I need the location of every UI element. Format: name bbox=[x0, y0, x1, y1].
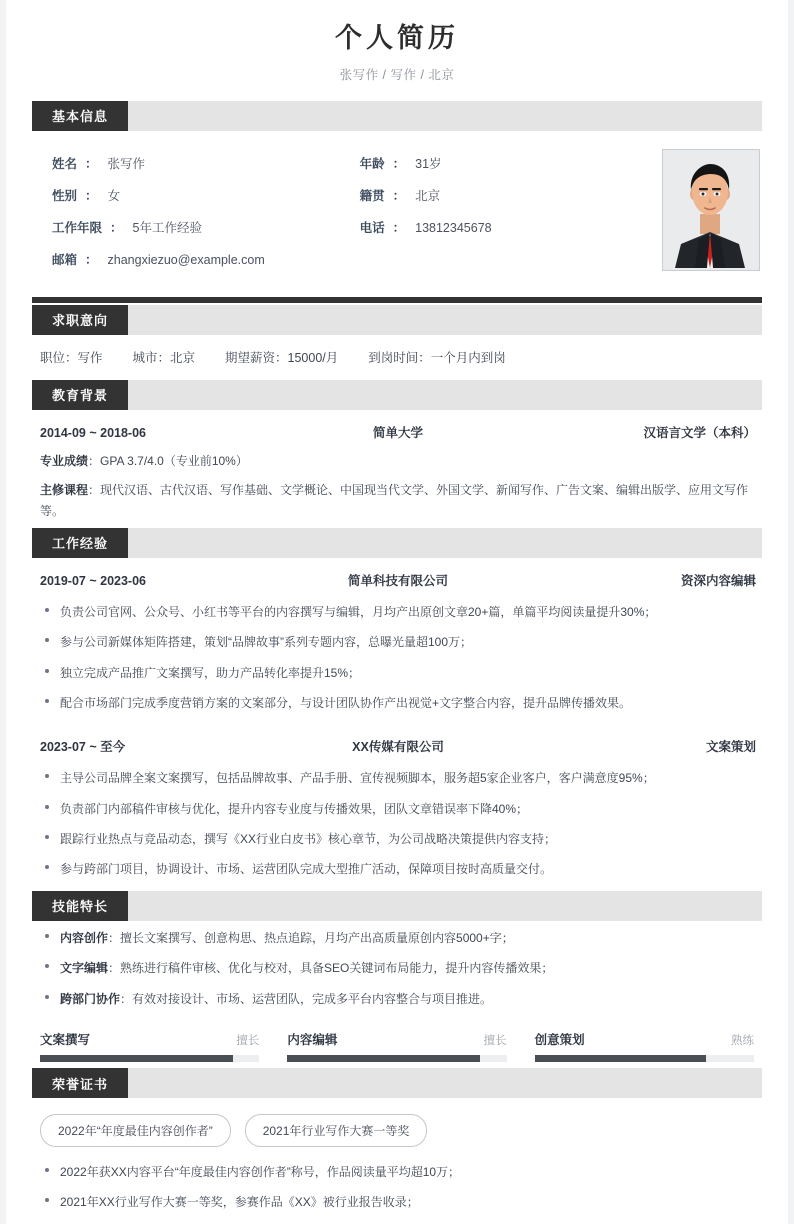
education-courses-line bbox=[36, 476, 758, 526]
skill-bar-name: 创意策划 bbox=[534, 1033, 585, 1048]
basic-info-fields bbox=[32, 147, 662, 275]
status-badge: 2022年“年度最佳内容创作者” bbox=[40, 1114, 231, 1147]
skill-desc: ：有效对接设计、市场、运营团队，完成多平台内容整合与项目推进。 bbox=[120, 991, 493, 1006]
field-value: 张写作 bbox=[107, 156, 146, 171]
skill-desc: ：熟练进行稿件审核、优化与校对，具备SEO关键词布局能力，提升内容传播效果； bbox=[108, 961, 554, 976]
work-role: 资深内容编辑 bbox=[680, 573, 756, 588]
field-colon: ： bbox=[392, 156, 406, 171]
field-value: zhangxiezuo@example.com bbox=[107, 252, 265, 267]
work-period: 2019-07 ~ 2023-06 bbox=[40, 573, 146, 588]
work-company: XX传媒有限公司 bbox=[352, 740, 444, 755]
education-courses-label: 主修课程 bbox=[40, 482, 89, 497]
skill-bar-level: 擅长 bbox=[483, 1035, 507, 1048]
list-item bbox=[36, 984, 758, 1014]
section-divider bbox=[32, 297, 762, 303]
skill-bar bbox=[535, 1030, 754, 1062]
field-phone bbox=[360, 211, 662, 243]
field-value: 5年工作经验 bbox=[132, 220, 202, 235]
work-entry bbox=[32, 724, 762, 885]
honors-block bbox=[32, 1098, 762, 1218]
work-entry bbox=[32, 558, 762, 719]
field-label: 性别 bbox=[52, 188, 78, 203]
skill-bar bbox=[287, 1030, 506, 1062]
section-tab-label: 教育背景 bbox=[32, 380, 128, 410]
work-role: 文案策划 bbox=[705, 740, 756, 755]
section-header-honors bbox=[32, 1068, 762, 1098]
skill-name: 跨部门协作 bbox=[60, 991, 121, 1006]
skill-bar-fill bbox=[535, 1055, 706, 1062]
education-school: 简单大学 bbox=[372, 425, 423, 440]
work-company: 简单科技有限公司 bbox=[347, 573, 448, 588]
field-gender bbox=[32, 179, 360, 211]
skill-name: 文字编辑 bbox=[60, 961, 109, 976]
field-label: 籍贯 bbox=[359, 188, 385, 203]
document-header bbox=[32, 0, 762, 99]
list-item: 参与跨部门项目，协调设计、市场、运营团队完成大型推广活动，保障项目按时高质量交付。 bbox=[36, 854, 758, 884]
skill-bar-track bbox=[40, 1055, 259, 1062]
section-tab-label: 求职意向 bbox=[32, 305, 128, 335]
field-email bbox=[32, 243, 662, 275]
field-colon: ： bbox=[85, 188, 98, 203]
list-item: 跟踪行业热点与竞品动态，撰写《XX行业白皮书》核心章节，为公司战略决策提供内容支持； bbox=[36, 824, 758, 854]
list-item: 配合市场部门完成季度营销方案的文案部分，与设计团队协作产出视觉+文字整合内容，提升品牌传播效果。 bbox=[36, 688, 758, 718]
list-item: 2022年获XX内容平台“年度最佳内容创作者”称号，作品阅读量平均超10万； bbox=[36, 1157, 758, 1187]
skill-bar-fill bbox=[40, 1055, 233, 1062]
education-entry bbox=[32, 410, 762, 526]
skills-block bbox=[32, 923, 762, 1066]
skill-bar bbox=[40, 1030, 259, 1062]
field-label: 年龄 bbox=[359, 156, 385, 171]
list-item bbox=[36, 923, 758, 953]
education-entry-head bbox=[36, 410, 758, 447]
skill-bar-track bbox=[535, 1055, 754, 1062]
list-item: 2021年XX行业写作大赛一等奖，参赛作品《XX》被行业报告收录； bbox=[36, 1187, 758, 1217]
field-age bbox=[360, 147, 662, 179]
skill-bar-name: 文案撰写 bbox=[40, 1033, 91, 1048]
field-label: 工作年限 bbox=[52, 220, 103, 235]
field-value: 女 bbox=[107, 188, 121, 203]
field-name bbox=[32, 147, 360, 179]
field-colon: ： bbox=[392, 188, 406, 203]
education-major: 汉语言文学（本科） bbox=[643, 425, 756, 440]
section-tab-label: 荣誉证书 bbox=[32, 1068, 128, 1098]
field-label: 邮箱 bbox=[52, 252, 78, 267]
page-title: 个人简历 bbox=[335, 23, 459, 53]
work-period: 2023-07 ~ 至今 bbox=[40, 740, 126, 755]
intent-salary: 期望薪资：15000/月 bbox=[225, 350, 339, 365]
section-tab-label: 工作经验 bbox=[32, 528, 128, 558]
field-label: 电话 bbox=[359, 220, 385, 235]
field-colon: ： bbox=[85, 156, 98, 171]
job-intent-row bbox=[32, 335, 762, 378]
honors-list bbox=[36, 1157, 758, 1218]
page-subtitle: 张写作 / 写作 / 北京 bbox=[339, 67, 455, 82]
section-header-intent bbox=[32, 305, 762, 335]
list-item: 参与公司新媒体矩阵搭建，策划“品牌故事”系列专题内容，总曝光量超100万； bbox=[36, 627, 758, 657]
intent-availability: 到岗时间：一个月内到岗 bbox=[368, 350, 506, 365]
field-value: 31岁 bbox=[415, 156, 442, 171]
intent-city: 城市：北京 bbox=[132, 350, 196, 365]
education-gpa-label: 专业成绩 bbox=[40, 453, 89, 468]
section-tab-label: 基本信息 bbox=[32, 101, 128, 131]
list-item: 主导公司品牌全案文案撰写，包括品牌故事、产品手册、宣传视频脚本，服务超5家企业客户，客户满意度95%； bbox=[36, 763, 758, 793]
portrait-photo-icon bbox=[663, 150, 757, 268]
skill-bar-head bbox=[287, 1030, 506, 1048]
list-item: 独立完成产品推广文案撰写，助力产品转化率提升15%； bbox=[36, 658, 758, 688]
field-value: 13812345678 bbox=[415, 220, 492, 235]
skill-bar-track bbox=[287, 1055, 506, 1062]
education-period: 2014-09 ~ 2018-06 bbox=[40, 425, 146, 440]
field-colon: ： bbox=[110, 220, 123, 235]
education-gpa-line bbox=[36, 447, 758, 476]
skill-desc: ：擅长文案撰写、创意构思、热点追踪，月均产出高质量原创内容5000+字； bbox=[108, 930, 514, 945]
avatar bbox=[662, 149, 760, 271]
section-header-education bbox=[32, 380, 762, 410]
skills-list bbox=[36, 923, 758, 1014]
status-badge: 2021年行业写作大赛一等奖 bbox=[245, 1114, 428, 1147]
field-colon: ： bbox=[85, 252, 98, 267]
skill-bar-head bbox=[535, 1030, 754, 1048]
skill-bar-level: 擅长 bbox=[236, 1035, 260, 1048]
skill-bar-level: 熟练 bbox=[730, 1035, 754, 1048]
skill-bar-head bbox=[40, 1030, 259, 1048]
section-tab-label: 技能特长 bbox=[32, 891, 128, 921]
work-duty-list bbox=[36, 763, 758, 885]
field-colon: ： bbox=[392, 220, 406, 235]
list-item: 负责部门内部稿件审核与优化，提升内容专业度与传播效果，团队文章错误率下降40%； bbox=[36, 794, 758, 824]
education-gpa-value: ：GPA 3.7/4.0（专业前10%） bbox=[88, 453, 248, 468]
list-item bbox=[36, 953, 758, 983]
work-duty-list bbox=[36, 597, 758, 719]
field-hometown bbox=[360, 179, 662, 211]
section-header-basic bbox=[32, 101, 762, 131]
work-entry-head bbox=[36, 724, 758, 761]
basic-info-block bbox=[32, 131, 762, 283]
education-courses-value: ：现代汉语、古代汉语、写作基础、文学概论、中国现当代文学、外国文学、新闻写作、广告文案、编辑出版学、应用文写作等。 bbox=[40, 482, 749, 518]
list-item: 负责公司官网、公众号、小红书等平台的内容撰写与编辑，月均产出原创文章20+篇，单篇平均阅读量提升30%； bbox=[36, 597, 758, 627]
skill-bar-group bbox=[36, 1020, 758, 1066]
skill-bar-fill bbox=[287, 1055, 480, 1062]
field-label: 姓名 bbox=[52, 156, 78, 171]
field-experience-years bbox=[32, 211, 360, 243]
field-value: 北京 bbox=[415, 188, 441, 203]
section-header-skills bbox=[32, 891, 762, 921]
intent-position: 职位：写作 bbox=[40, 350, 103, 365]
work-entry-head bbox=[36, 558, 758, 595]
honor-tag-group bbox=[36, 1098, 758, 1155]
section-header-work bbox=[32, 528, 762, 558]
skill-bar-name: 内容编辑 bbox=[287, 1033, 338, 1048]
skill-name: 内容创作 bbox=[60, 930, 109, 945]
